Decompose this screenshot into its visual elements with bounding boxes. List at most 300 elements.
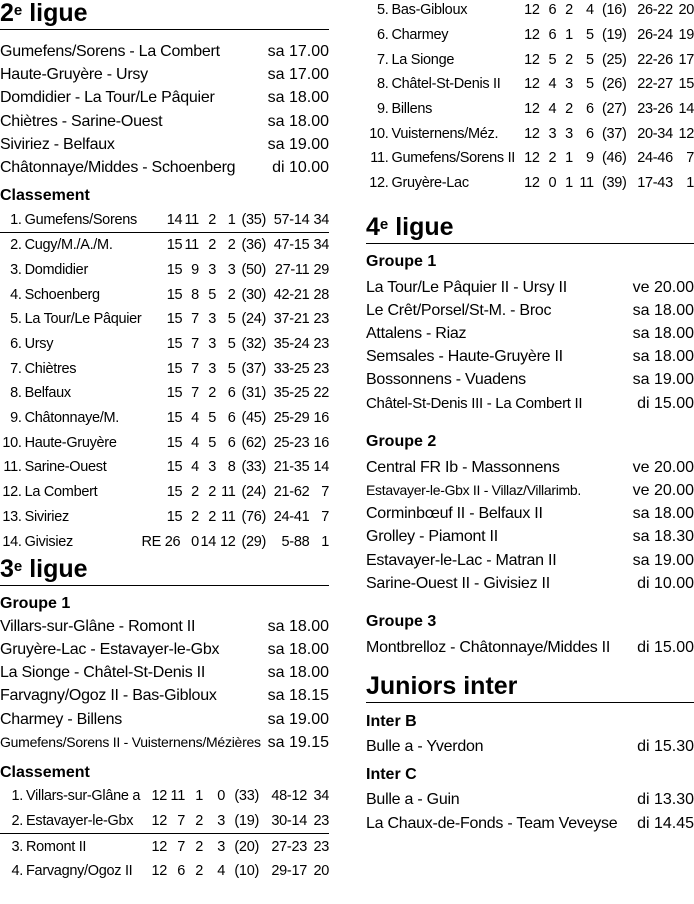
standings-pts: 23 — [313, 838, 329, 855]
standings-l: 8 — [227, 459, 236, 476]
standings-goals: 35-24 — [273, 336, 310, 352]
standings-pts: 34 — [313, 237, 329, 254]
fixture-teams: Corminbœuf II - Belfaux II — [366, 505, 543, 523]
standings-pts: 34 — [309, 207, 329, 232]
fixture-row — [0, 708, 329, 731]
ligue4-group-label: Groupe 2 — [366, 432, 437, 450]
standings-team: Belfaux — [24, 385, 71, 402]
standings-w: 2 — [191, 508, 199, 525]
standings-p: 12 — [524, 51, 540, 68]
standings-rank: 3. — [11, 838, 23, 855]
standings-w: 7 — [191, 336, 199, 352]
ligue3-group-label: Groupe 1 — [0, 594, 71, 612]
standings-team: La Tour/Le Pâquier — [24, 311, 142, 328]
standings-l: 6 — [586, 125, 594, 142]
standings-p: 12 — [524, 2, 540, 19]
ligue4-group-label: Groupe 1 — [366, 252, 437, 270]
standings-l: 5 — [586, 76, 594, 93]
standings-rank: 3. — [10, 261, 22, 278]
standings-p: 15 — [166, 410, 183, 427]
fixture-time: sa 18.00 — [267, 112, 329, 130]
standings-w: 0 — [548, 175, 557, 192]
standings-w: 7 — [177, 838, 185, 855]
standings-row — [0, 480, 329, 505]
standings-p: 15 — [166, 508, 183, 525]
standings-row — [366, 23, 694, 48]
standings-pts: 23 — [313, 360, 329, 377]
standings-rank: 8. — [376, 76, 389, 93]
standings-w: 4 — [548, 76, 557, 93]
juniors-groups — [366, 711, 694, 835]
standings-row — [366, 146, 694, 171]
standings-w: 0 — [191, 533, 199, 550]
standings-w: 2 — [191, 484, 199, 501]
standings-pts: 29 — [313, 261, 329, 278]
standings-goals: 21-62 — [273, 484, 310, 501]
standings-pen: (76) — [241, 508, 267, 525]
standings-row — [0, 809, 329, 834]
standings-row — [0, 504, 329, 529]
standings-p: 15 — [166, 261, 183, 278]
standings-pen: (19) — [225, 809, 259, 834]
standings-d: 1 — [565, 150, 573, 167]
standings-goals: 47-15 — [273, 237, 310, 254]
standings-pen: (27) — [601, 101, 627, 118]
standings-w: 11 — [182, 207, 199, 232]
standings-row — [0, 282, 329, 307]
standings-goals: 25-23 — [273, 434, 310, 451]
standings-pen: (29) — [241, 533, 267, 550]
ligue3-classement-label: Classement — [0, 764, 90, 782]
standings-l: 5 — [227, 360, 236, 377]
fixture-time: sa 17.00 — [267, 66, 329, 84]
standings-rank: 10. — [369, 125, 389, 142]
standings-p: 12 — [524, 175, 540, 192]
standings-d: 3 — [208, 336, 216, 352]
standings-row — [0, 529, 329, 554]
fixture-row — [0, 684, 329, 707]
fixture-row — [366, 345, 694, 368]
fixture-row — [0, 661, 329, 684]
fixture-row — [366, 276, 694, 299]
standings-team: Gumefens/Sorens II — [391, 150, 516, 167]
fixture-row — [366, 299, 694, 322]
standings-w: 7 — [191, 360, 199, 377]
fixture-time: sa 18.00 — [632, 348, 694, 366]
fixture-row — [0, 731, 329, 754]
standings-pts: 28 — [313, 286, 329, 303]
fixture-row — [366, 479, 694, 502]
fixture-time: di 15.00 — [637, 638, 694, 656]
standings-row — [0, 332, 329, 357]
fixture-row — [366, 549, 694, 572]
standings-w: 7 — [167, 809, 185, 834]
standings-d: 2 — [208, 237, 216, 254]
standings-team: Châtonnaye/M. — [24, 410, 120, 427]
ligue3-standings — [0, 784, 329, 884]
standings-l: 5 — [586, 27, 594, 44]
standings-goals: 24-46 — [637, 150, 673, 167]
fixture-row — [0, 110, 329, 133]
juniors-group-label: Inter C — [366, 766, 417, 784]
standings-w: 3 — [548, 125, 557, 142]
fixture-row — [366, 735, 694, 758]
standings-row — [366, 97, 694, 122]
standings-p: 12 — [524, 150, 540, 167]
standings-team: Romont II — [26, 838, 87, 855]
standings-l: 11 — [579, 175, 594, 192]
standings-w: 5 — [548, 51, 557, 68]
standings-row — [0, 258, 329, 283]
standings-pen: (33) — [241, 459, 267, 476]
fixture-time: sa 19.15 — [267, 733, 329, 751]
standings-pts: 1 — [686, 175, 694, 192]
standings-d: 2 — [185, 809, 203, 834]
standings-pts: 7 — [321, 508, 329, 525]
standings-p: RE 26 — [141, 533, 181, 550]
standings-pts: 16 — [313, 410, 329, 427]
standings-l: 3 — [217, 838, 225, 855]
fixture-teams: La Chaux-de-Fonds - Team Veveyse — [366, 814, 618, 832]
standings-pen: (39) — [601, 175, 627, 192]
fixture-time: sa 17.00 — [267, 43, 329, 60]
standings-pts: 23 — [313, 336, 329, 352]
standings-row — [0, 307, 329, 332]
fixture-teams: La Sionge - Châtel-St-Denis II — [0, 664, 206, 682]
standings-d: 3 — [208, 360, 216, 377]
standings-l: 6 — [586, 101, 594, 118]
standings-p: 12 — [151, 838, 167, 855]
juniors-group-games — [366, 735, 694, 758]
standings-goals: 57-14 — [266, 207, 309, 232]
standings-goals: 26-22 — [637, 2, 673, 19]
standings-row — [0, 356, 329, 381]
ligue4-groups — [366, 251, 694, 660]
juniors-title: Juniors inter — [366, 671, 694, 703]
standings-w: 9 — [191, 261, 199, 278]
standings-row — [366, 121, 694, 146]
standings-team: Billens — [391, 101, 433, 118]
fixture-time: sa 19.00 — [267, 135, 329, 153]
standings-pts: 16 — [313, 434, 329, 451]
ligue4-group-label: Groupe 3 — [366, 612, 437, 630]
standings-l: 4 — [586, 2, 594, 19]
standings-p: 12 — [141, 809, 167, 834]
fixture-row — [0, 638, 329, 661]
standings-rank: 13. — [2, 508, 22, 525]
standings-d: 2 — [195, 863, 203, 880]
standings-team: Schoenberg — [24, 286, 100, 303]
fixture-row — [0, 133, 329, 156]
standings-rank: 6. — [376, 27, 389, 44]
fixture-time: sa 18.15 — [267, 687, 329, 705]
standings-l: 6 — [227, 434, 236, 451]
standings-row — [0, 455, 329, 480]
standings-row — [0, 406, 329, 431]
standings-pen: (32) — [241, 336, 267, 352]
standings-row — [366, 0, 694, 23]
standings-l: 11 — [221, 484, 236, 501]
fixture-teams: Villars-sur-Glâne - Romont II — [0, 617, 196, 635]
fixture-teams: Gumefens/Sorens - La Combert — [0, 43, 220, 60]
standings-goals: 27-23 — [271, 838, 307, 855]
standings-goals: 20-34 — [637, 125, 673, 142]
standings-rank: 14. — [2, 533, 22, 550]
fixture-teams: Domdidier - La Tour/Le Pâquier — [0, 89, 215, 107]
standings-w: 11 — [184, 237, 199, 254]
ligue3-standings-continued — [366, 0, 694, 196]
standings-team: Charmey — [391, 27, 449, 44]
fixture-time: ve 20.00 — [632, 458, 694, 476]
standings-pen: (19) — [601, 27, 627, 44]
standings-goals: 25-29 — [273, 410, 310, 427]
fixture-teams: Gruyère-Lac - Estavayer-le-Gbx — [0, 641, 220, 659]
fixture-teams: Montbrelloz - Châtonnaye/Middes II — [366, 638, 611, 656]
standings-l: 5 — [227, 336, 236, 352]
standings-pen: (45) — [241, 410, 267, 427]
standings-rank: 5. — [376, 2, 389, 19]
standings-p: 12 — [151, 863, 167, 880]
standings-d: 3 — [565, 76, 573, 93]
fixture-teams: Farvagny/Ogoz II - Bas-Gibloux — [0, 687, 217, 705]
standings-goals: 27-11 — [274, 261, 310, 278]
standings-p: 12 — [524, 76, 540, 93]
standings-team: Sarine-Ouest — [24, 459, 107, 476]
fixture-time: ve 20.00 — [632, 278, 694, 296]
fixture-time: di 13.30 — [637, 791, 694, 809]
standings-rank: 2. — [0, 809, 26, 834]
standings-d: 1 — [565, 27, 573, 44]
standings-rank: 9. — [376, 101, 389, 118]
fixture-row — [366, 392, 694, 415]
standings-rank: 4. — [10, 286, 22, 303]
fixture-row — [0, 63, 329, 86]
ligue2-title: 2e ligue — [0, 0, 329, 30]
standings-pts: 23 — [307, 809, 329, 834]
fixture-time: sa 18.00 — [267, 617, 329, 635]
fixture-time: sa 18.00 — [632, 505, 694, 523]
standings-rank: 9. — [10, 410, 22, 427]
fixture-row — [0, 40, 329, 63]
fixture-time: sa 18.00 — [632, 324, 694, 342]
standings-l: 12 — [220, 533, 236, 550]
standings-row — [366, 72, 694, 97]
standings-w: 2 — [548, 150, 557, 167]
standings-l: 2 — [227, 237, 236, 254]
standings-pts: 14 — [678, 101, 694, 118]
fixture-teams: Châtel-St-Denis III - La Combert II — [366, 394, 583, 412]
standings-team: Estavayer-le-Gbx — [26, 809, 141, 834]
standings-l: 0 — [217, 788, 225, 805]
standings-goals: 21-35 — [273, 459, 310, 476]
standings-p: 15 — [166, 434, 183, 451]
standings-pts: 1 — [321, 533, 329, 550]
standings-l: 1 — [216, 207, 236, 232]
standings-goals: 33-25 — [273, 360, 310, 377]
fixture-row — [0, 86, 329, 109]
standings-row — [0, 834, 329, 859]
standings-team: Siviriez — [24, 508, 69, 525]
standings-p: 15 — [166, 336, 183, 352]
standings-rank: 7. — [376, 51, 389, 68]
standings-d: 3 — [565, 125, 573, 142]
fixture-row — [366, 636, 694, 659]
standings-w: 4 — [191, 459, 199, 476]
fixture-teams: Châtonnaye/Middes - Schoenberg — [0, 159, 236, 177]
standings-team: Domdidier — [24, 261, 88, 278]
standings-p: 15 — [166, 311, 183, 328]
standings-w: 8 — [191, 286, 199, 303]
standings-pen: (46) — [601, 150, 627, 167]
standings-p: 15 — [166, 286, 183, 303]
fixture-time: sa 19.00 — [632, 371, 694, 389]
fixture-teams: La Tour/Le Pâquier II - Ursy II — [366, 278, 567, 296]
standings-pen: (25) — [601, 51, 627, 68]
standings-pen: (37) — [601, 125, 627, 142]
fixture-teams: Haute-Gruyère - Ursy — [0, 66, 148, 84]
fixture-teams: Estavayer-le-Gbx II - Villaz/Villarimb. — [366, 481, 581, 498]
standings-pts: 17 — [678, 51, 694, 68]
standings-team: Gumefens/Sorens — [25, 207, 142, 232]
standings-team: La Combert — [24, 484, 98, 501]
standings-row — [0, 784, 329, 809]
fixture-row — [366, 502, 694, 525]
fixture-teams: Grolley - Piamont II — [366, 528, 498, 546]
standings-l: 2 — [227, 286, 236, 303]
standings-rank: 11. — [3, 459, 22, 476]
standings-w: 11 — [170, 788, 185, 805]
fixture-row — [366, 572, 694, 595]
standings-d: 2 — [195, 838, 203, 855]
fixture-time: sa 18.30 — [632, 528, 694, 546]
standings-l: 6 — [227, 385, 236, 402]
standings-d: 3 — [208, 459, 216, 476]
fixture-time: sa 18.00 — [267, 664, 329, 682]
standings-team: Farvagny/Ogoz II — [26, 863, 133, 880]
standings-w: 6 — [177, 863, 185, 880]
standings-rank: 2. — [10, 237, 22, 254]
standings-pts: 19 — [678, 27, 694, 44]
fixture-teams: Gumefens/Sorens II - Vuisternens/Mézières — [0, 733, 261, 750]
fixture-teams: Le Crêt/Porsel/St-M. - Broc — [366, 301, 552, 319]
fixture-time: di 15.00 — [637, 394, 694, 412]
fixture-teams: Sarine-Ouest II - Givisiez II — [366, 574, 550, 592]
standings-d: 3 — [208, 311, 216, 328]
standings-pen: (30) — [241, 286, 267, 303]
standings-rank: 1. — [11, 788, 23, 805]
ligue2-classement-label: Classement — [0, 187, 90, 205]
standings-rank: 6. — [10, 336, 22, 352]
left-column — [0, 0, 329, 884]
standings-goals: 22-26 — [637, 51, 673, 68]
standings-goals: 26-24 — [637, 27, 673, 44]
standings-rank: 12. — [2, 484, 22, 501]
standings-w: 4 — [191, 434, 199, 451]
standings-pen: (16) — [601, 2, 627, 19]
standings-p: 15 — [166, 360, 183, 377]
standings-pts: 20 — [678, 2, 694, 19]
standings-p: 12 — [524, 125, 540, 142]
standings-pen: (35) — [236, 207, 266, 232]
standings-rank: 5. — [10, 311, 22, 328]
fixture-teams: Estavayer-le-Lac - Matran II — [366, 551, 557, 569]
standings-pts: 22 — [313, 385, 329, 402]
standings-d: 1 — [195, 788, 203, 805]
ligue2-standings — [0, 207, 329, 554]
fixture-time: di 14.45 — [637, 814, 694, 832]
standings-p: 15 — [166, 385, 183, 402]
juniors-group-label: Inter B — [366, 713, 417, 731]
standings-pts: 20 — [313, 863, 329, 880]
fixture-time: sa 18.00 — [267, 89, 329, 107]
standings-d: 2 — [199, 207, 216, 232]
juniors-group-games — [366, 788, 694, 834]
standings-w: 4 — [548, 101, 557, 118]
standings-pts: 23 — [313, 311, 329, 328]
standings-w: 7 — [191, 311, 199, 328]
standings-rank: 10. — [2, 434, 22, 451]
ligue4-group-games — [366, 456, 694, 595]
standings-pen: (37) — [241, 360, 267, 377]
standings-team: Bas-Gibloux — [391, 2, 468, 19]
standings-team: Gruyère-Lac — [391, 175, 469, 192]
standings-rank: 12. — [369, 175, 389, 192]
standings-p: 15 — [166, 459, 183, 476]
standings-d: 2 — [565, 101, 573, 118]
standings-goals: 48-12 — [271, 788, 307, 805]
fixture-time: ve 20.00 — [632, 481, 694, 499]
standings-d: 5 — [208, 434, 216, 451]
standings-pts: 14 — [313, 459, 329, 476]
standings-team: Chiètres — [24, 360, 77, 377]
standings-team: Villars-sur-Glâne a — [26, 788, 141, 805]
standings-goals: 35-25 — [273, 385, 310, 402]
standings-team: Châtel-St-Denis II — [391, 76, 501, 93]
standings-rank: 8. — [10, 385, 22, 402]
fixture-teams: Bulle a - Guin — [366, 791, 460, 809]
standings-p: 12 — [524, 101, 540, 118]
standings-team: Cugy/M./A./M. — [24, 237, 113, 254]
fixture-teams: Bulle a - Yverdon — [366, 738, 484, 756]
standings-p: 14 — [141, 207, 182, 232]
right-column — [366, 0, 694, 835]
standings-pen: (20) — [234, 838, 259, 855]
standings-row — [366, 47, 694, 72]
standings-rank: 4. — [11, 863, 23, 880]
standings-l: 3 — [203, 809, 225, 834]
standings-pen: (10) — [234, 863, 259, 880]
standings-p: 12 — [151, 788, 167, 805]
standings-l: 4 — [217, 863, 225, 880]
ligue3-title: 3e ligue — [0, 554, 329, 586]
standings-pen: (26) — [601, 76, 627, 93]
fixture-teams: Chiètres - Sarine-Ouest — [0, 112, 163, 130]
fixture-teams: Bossonnens - Vuadens — [366, 371, 526, 389]
fixture-teams: Siviriez - Belfaux — [0, 135, 115, 153]
standings-team: La Sionge — [391, 51, 455, 68]
standings-rank: 11. — [370, 150, 389, 167]
standings-team: Haute-Gruyère — [24, 434, 117, 451]
fixture-teams: Semsales - Haute-Gruyère II — [366, 348, 563, 366]
fixture-teams: Charmey - Billens — [0, 710, 123, 728]
standings-p: 15 — [166, 484, 183, 501]
standings-l: 5 — [586, 51, 594, 68]
standings-d: 5 — [208, 286, 216, 303]
standings-d: 5 — [208, 410, 216, 427]
fixture-row — [366, 525, 694, 548]
fixture-time: di 15.30 — [637, 738, 694, 756]
standings-pts: 7 — [686, 150, 694, 167]
